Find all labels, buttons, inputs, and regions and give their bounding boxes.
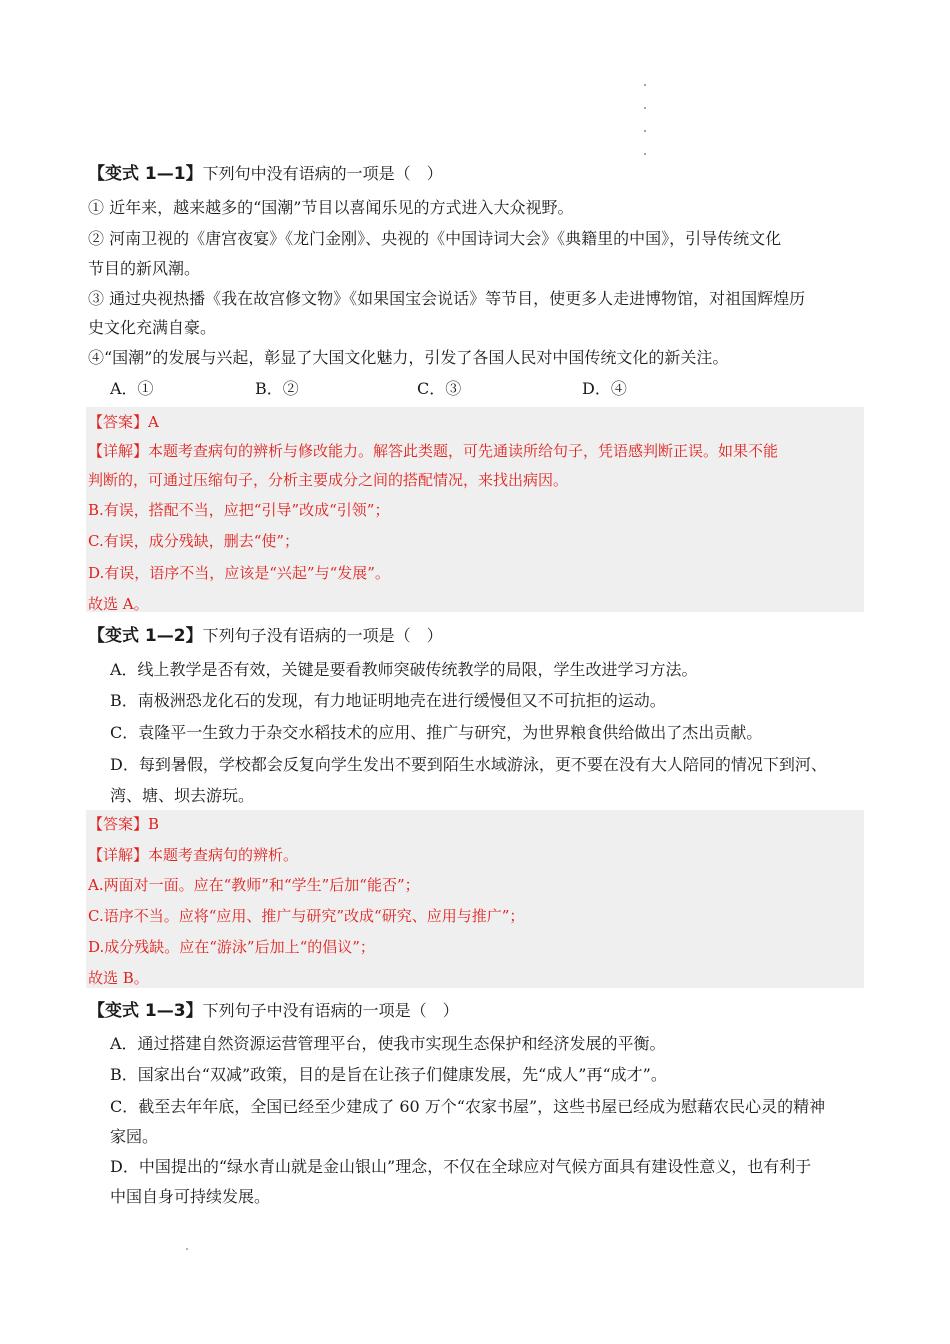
q1-detail-4: C.有误，成分残缺，删去“使”； [88,532,300,550]
q1-sentence-2-cont: 节目的新风潮。 [88,259,201,278]
q2-detail-5: 故选 B。 [88,969,149,987]
q2-detail-1: 【详解】本题考查病句的辨析。 [88,846,299,864]
q1-title [88,164,443,184]
q1-sentence-1: ① 近年来，越来越多的“国潮”节目以喜闻乐见的方式进入大众视野。 [88,198,574,217]
q1-sentence-3: ③ 通过央视热播《我在故宫修文物》《如果国宝会说话》等节目，使更多人走进博物馆，对祖国辉煌历 [88,289,806,308]
q3-option-b: B．国家出台“双减”政策，目的是旨在让孩子们健康发展，先“成人”再“成才”。 [110,1065,667,1084]
scan-dots [644,84,648,176]
footer-dot [186,1248,188,1250]
q1-answer: 【答案】A [88,413,159,431]
q3-title [88,1001,459,1021]
q1-detail-2: 判断的，可通过压缩句子，分析主要成分之间的搭配情况，来找出病因。 [88,471,569,489]
q2-title [88,626,443,646]
q1-detail-5: D.有误，语序不当，应该是“兴起”与“发展”。 [88,564,390,582]
q3-header: 【变式 1—3】 [88,1001,203,1021]
q2-option-d-cont: 湾、塘、坝去游玩。 [110,786,255,805]
q2-option-b: B．南极洲恐龙化石的发现，有力地证明地壳在进行缓慢但又不可抗拒的运动。 [110,691,666,710]
q1-option-b: B．② [255,379,299,398]
q1-sentence-2: ② 河南卫视的《唐宫夜宴》《龙门金刚》、央视的《中国诗词大会》《典籍里的中国》，引导传统文化 [88,229,782,248]
q1-option-d: D．④ [582,379,627,398]
q3-option-d-cont: 中国自身可持续发展。 [110,1187,271,1206]
q1-detail-1: 【详解】本题考查病句的辨析与修改能力。解答此类题，可先通读所给句子，凭语感判断正误。如果不能 [88,442,779,460]
q2-option-d: D．每到暑假，学校都会反复向学生发出不要到陌生水域游泳，更不要在没有大人陪同的情况下到河、 [110,755,827,774]
q2-detail-3: C.语序不当。应将“应用、推广与研究”改成“研究、应用与推广”； [88,907,525,925]
q2-stem: 下列句子没有语病的一项是（ ） [202,626,443,645]
q1-detail-6: 故选 A。 [88,595,149,613]
q1-stem: 下列句中没有语病的一项是（ ） [202,164,443,183]
q1-detail-3: B.有误，搭配不当，应把“引导”改成“引领”； [88,501,390,519]
q2-option-c: C．袁隆平一生致力于杂交水稻技术的应用、推广与研究，为世界粮食供给做出了杰出贡献。 [110,723,763,742]
q3-stem: 下列句子中没有语病的一项是（ ） [202,1001,459,1020]
q3-option-c: C．截至去年年底，全国已经至少建成了 60 万个“农家书屋”，这些书屋已经成为慰藉农民心灵的精神 [110,1097,826,1116]
q2-detail-2: A.两面对一面。应在“教师”和“学生”后加“能否”； [88,876,420,894]
q2-header: 【变式 1—2】 [88,626,203,646]
q2-answer: 【答案】B [88,815,160,833]
q1-sentence-3-cont: 史文化充满自豪。 [88,318,217,337]
q2-option-a: A．线上教学是否有效，关键是要看教师突破传统教学的局限，学生改进学习方法。 [110,660,698,679]
q1-option-c: C．③ [417,379,462,398]
q2-detail-4: D.成分残缺。应在“游泳”后加上“的倡议”； [88,938,375,956]
q1-option-a: A．① [110,379,154,398]
q1-sentence-4: ④“国潮”的发展与兴起，彰显了大国文化魅力，引发了各国人民对中国传统文化的新关注。 [88,348,729,367]
q2-answer-box [86,810,864,988]
q1-header: 【变式 1—1】 [88,164,203,184]
q3-option-a: A．通过搭建自然资源运营管理平台，使我市实现生态保护和经济发展的平衡。 [110,1034,666,1053]
q3-option-c-cont: 家园。 [110,1127,159,1146]
q3-option-d: D．中国提出的“绿水青山就是金山银山”理念，不仅在全球应对气候方面具有建设性意义，也有利于 [110,1157,812,1176]
